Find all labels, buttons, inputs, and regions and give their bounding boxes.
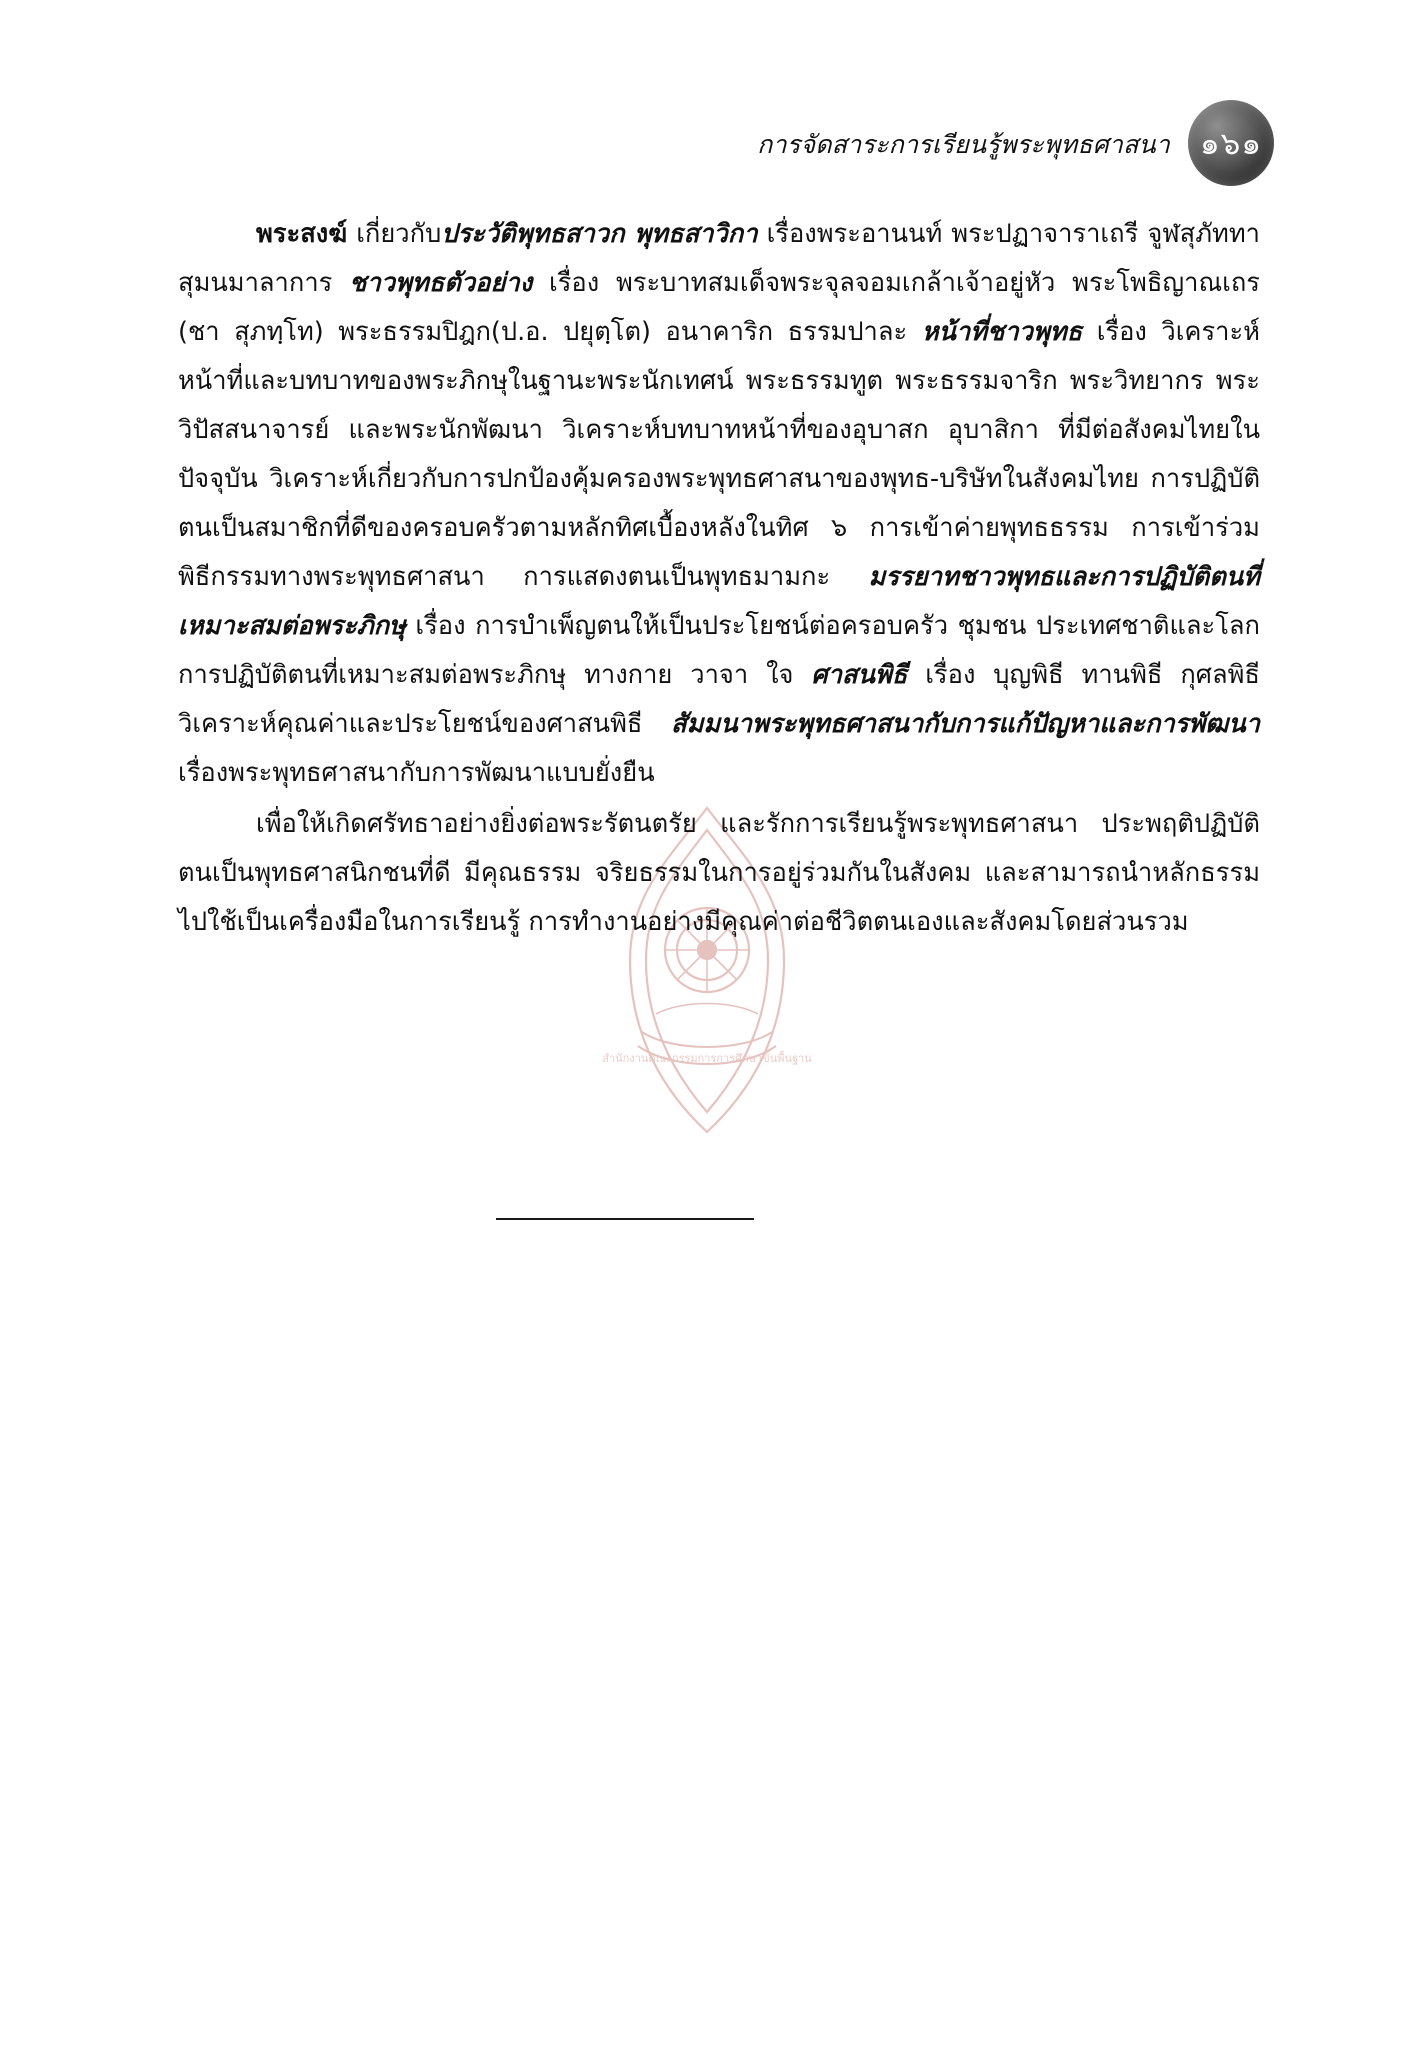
text-seg-8: เรื่อง วิเคราะห์หน้าที่และบทบาทของพระภิกษุในฐานะพระนักเทศน์ พระธรรมทูต พระธรรมจาริก พระวิทยากร พระวิปัสสนาจารย์ และพระนักพัฒนา วิเคราะห์บทบาทหน้าที่ของอุบาสก อุบาสิกา ที่มีต่อสังคมไทยในปัจจุบัน วิเคราะห์เกี่ยวกับการปกป้องคุ้มครองพระพุทธศาสนาของพุทธ-บริษัทในสังคมไทย การปฏิบัติตนเป็นสมาชิกที่ดีของครอบครัวตามหลักทิศเบื้องหลังในทิศ ๖ การเข้าค่ายพุทธธรรม การเข้าร่วมพิธีกรรมทางพระพุทธศาสนา การแสดงตนเป็นพุทธมามกะ [178,317,1260,592]
document-body [178,210,1260,947]
paragraph-1 [178,210,1260,798]
paragraph-2-text: เพื่อให้เกิดศรัทธาอย่างยิ่งต่อพระรัตนตรัย และรักการเรียนรู้พระพุทธศาสนา ประพฤติปฏิบัติตนเป็นพุทธศาสนิกชนที่ดี มีคุณธรรม จริยธรรมในการอยู่ร่วมกันในสังคม และสามารถนำหลักธรรมไปใช้เป็นเครื่องมือในการเรียนรู้ การทำงานอย่างมีคุณค่าต่อชีวิตตนเองและสังคมโดยส่วนรวม [178,809,1260,937]
page-header [757,104,1274,186]
page-number-badge [1188,100,1274,186]
text-seg-6: เรื่อง พระบาทสมเด็จพระจุลจอมเกล้าเจ้าอยู่หัว พระโพธิญาณเถร (ชา สุภทฺโท) พระธรรมปิฎก(ป.อ. ปยุตฺโต) อนาคาริก ธรรมปาละ [178,268,1260,347]
text-seg-2: เกี่ยวกับ [347,219,442,249]
text-seg-10: เรื่อง การบำเพ็ญตนให้เป็นประโยชน์ต่อครอบครัว ชุมชน ประเทศชาติและโลก การปฏิบัติตนที่เหมาะสมต่อพระภิกษุ ทางกาย วาจา ใจ [178,611,1260,690]
text-seg-12: เรื่อง บุญพิธี ทานพิธี กุศลพิธี วิเคราะห์คุณค่าและประโยชน์ของศาสนพิธี [178,660,1260,739]
header-title: การจัดสาระการเรียนรู้พระพุทธศาสนา [757,130,1170,159]
svg-text:สำนักงานคณะกรรมการการศึกษาขั้น: สำนักงานคณะกรรมการการศึกษาขั้นพื้นฐาน [602,1052,812,1065]
term-manners: มรรยาทชาวพุทธและการปฏิบัติตนที่เหมาะสมต่อพระภิกษุ [178,562,1260,641]
page-number-label: ๑๖๑ [1199,126,1263,162]
text-seg-4: เรื่องพระอานนท์ พระปฏาจาราเถรี จูฬสุภัททา สุมนมาลาการ [178,219,1260,298]
term-phra-song: พระสงฆ์ [256,219,348,249]
section-divider-rule [496,1218,754,1220]
term-chao-phut-tuayang: ชาวพุทธตัวอย่าง [349,268,533,298]
text-seg-14: เรื่องพระพุทธศาสนากับการพัฒนาแบบยั่งยืน [178,758,655,788]
term-nathi-chao-phut: หน้าที่ชาวพุทธ [921,317,1083,347]
term-buddha-savok: ประวัติพุทธสาวก พุทธสาวิกา [441,219,758,249]
term-seminar: สัมมนาพระพุทธศาสนากับการแก้ปัญหาและการพัฒนา [671,709,1260,739]
term-sasanaphithi: ศาสนพิธี [811,660,908,690]
paragraph-2 [178,800,1260,947]
